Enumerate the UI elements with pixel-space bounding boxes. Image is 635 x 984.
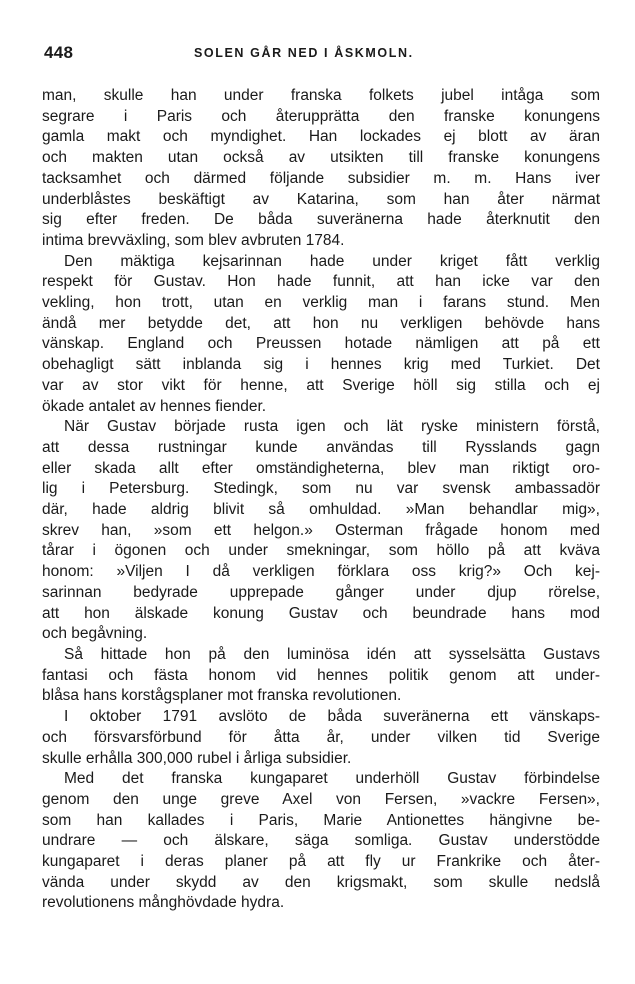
text-line: genom den unge greve Axel von Fersen, »vackre Fersen»,: [42, 790, 600, 808]
text-line: intima brevväxling, som blev avbruten 1784.: [42, 231, 345, 249]
paragraph: [42, 417, 600, 645]
text-line: ökade antalet av hennes fiender.: [42, 397, 267, 415]
text-line: Med det franska kungaparet underhöll Gustav förbindelse: [64, 770, 600, 788]
text-line: segrare i Paris och återupprätta den franske konungens: [42, 107, 600, 125]
text-line: vänskap. England och Preussen hotade nämligen att på ett: [42, 335, 600, 353]
paragraph: [42, 769, 600, 914]
text-line: När Gustav började rusta igen och lät ryske ministern förstå,: [64, 418, 600, 436]
running-title: SOLEN GÅR NED I ÅSKMOLN.: [194, 46, 414, 60]
body-text: [42, 86, 600, 914]
text-line: revolutionens månghövdade hydra.: [42, 894, 285, 912]
text-line: blåsa hans korstågsplaner mot franska revolutionen.: [42, 687, 402, 705]
text-line: fantasi och fästa honom vid hennes politik genom att under-: [42, 666, 600, 684]
text-line: obehagligt sätt inblanda sig i hennes krig med Turkiet. Det: [42, 356, 600, 374]
text-line: honom: »Viljen I då verkligen förklara oss krig?» Och kej-: [42, 563, 600, 581]
text-line: man, skulle han under franska folkets jubel intåga som: [42, 87, 600, 104]
text-line: sarinnan bedyrade upprepade gånger under djup rörelse,: [42, 583, 600, 601]
page-number: 448: [44, 43, 74, 62]
text-line: ändå mer betydde det, att hon nu verkligen behövde hans: [42, 314, 600, 332]
text-line: vekling, hon trott, utan en verklig man i farans stund. Men: [42, 294, 600, 312]
text-line: Så hittade hon på den luminösa idén att sysselsätta Gustavs: [64, 645, 600, 663]
paragraph: [42, 645, 600, 707]
text-line: att dessa rustningar kunde användas till Rysslands gagn: [42, 438, 600, 456]
text-line: undrare — och älskare, säga somliga. Gustav understödde: [42, 832, 600, 850]
text-line: att hon älskade konung Gustav och beundrade hans mod: [42, 604, 600, 622]
text-line: lig i Petersburg. Stedingk, som nu var svensk ambassadör: [42, 480, 600, 498]
text-line: vända under skydd av den krigsmakt, som skulle nedslå: [42, 873, 600, 891]
text-line: tacksamhet och därmed följande subsidier m. m. Hans iver: [42, 169, 600, 187]
text-line: tårar i ögonen och under smekningar, som höllo på att kväva: [42, 542, 600, 560]
text-line: och försvarsförbund för åtta år, under vilken tid Sverige: [42, 728, 600, 746]
text-line: kungaparet i deras planer på att fly ur Frankrike och åter-: [42, 853, 600, 871]
text-line: skulle erhålla 300,000 rubel i årliga subsidier.: [42, 749, 352, 767]
page-header: [44, 43, 592, 65]
paragraph: [42, 86, 600, 252]
text-line: underblåstes beskäftigt av Katarina, som han åter närmat: [42, 190, 600, 208]
text-line: respekt för Gustav. Hon hade funnit, att han icke var den: [42, 273, 600, 291]
text-line: gamla makt och myndighet. Han lockades ej blott av äran: [42, 128, 600, 146]
paragraph: [42, 707, 600, 769]
text-line: där, hade aldrig blivit så omhuldad. »Man behandlar mig»,: [42, 501, 600, 519]
text-line: som han kallades i Paris, Marie Antionettes hängivne be-: [42, 811, 600, 829]
text-line: Den mäktiga kejsarinnan hade under kriget fått verklig: [64, 252, 600, 270]
text-line: I oktober 1791 avslöto de båda suveränerna ett vänskaps-: [64, 708, 600, 726]
text-line: sig efter freden. De båda suveränerna hade återknutit den: [42, 211, 600, 229]
text-line: eller skada allt efter omständigheterna, blev man riktigt oro-: [42, 459, 600, 477]
text-line: var av stor vikt för henne, att Sverige höll sig stilla och ej: [42, 376, 600, 394]
text-line: och makten utan också av utsikten till franske konungens: [42, 149, 600, 167]
text-line: skrev han, »som ett helgon.» Osterman frågade honom med: [42, 521, 600, 539]
text-line: och begåvning.: [42, 625, 148, 643]
paragraph: [42, 252, 600, 418]
